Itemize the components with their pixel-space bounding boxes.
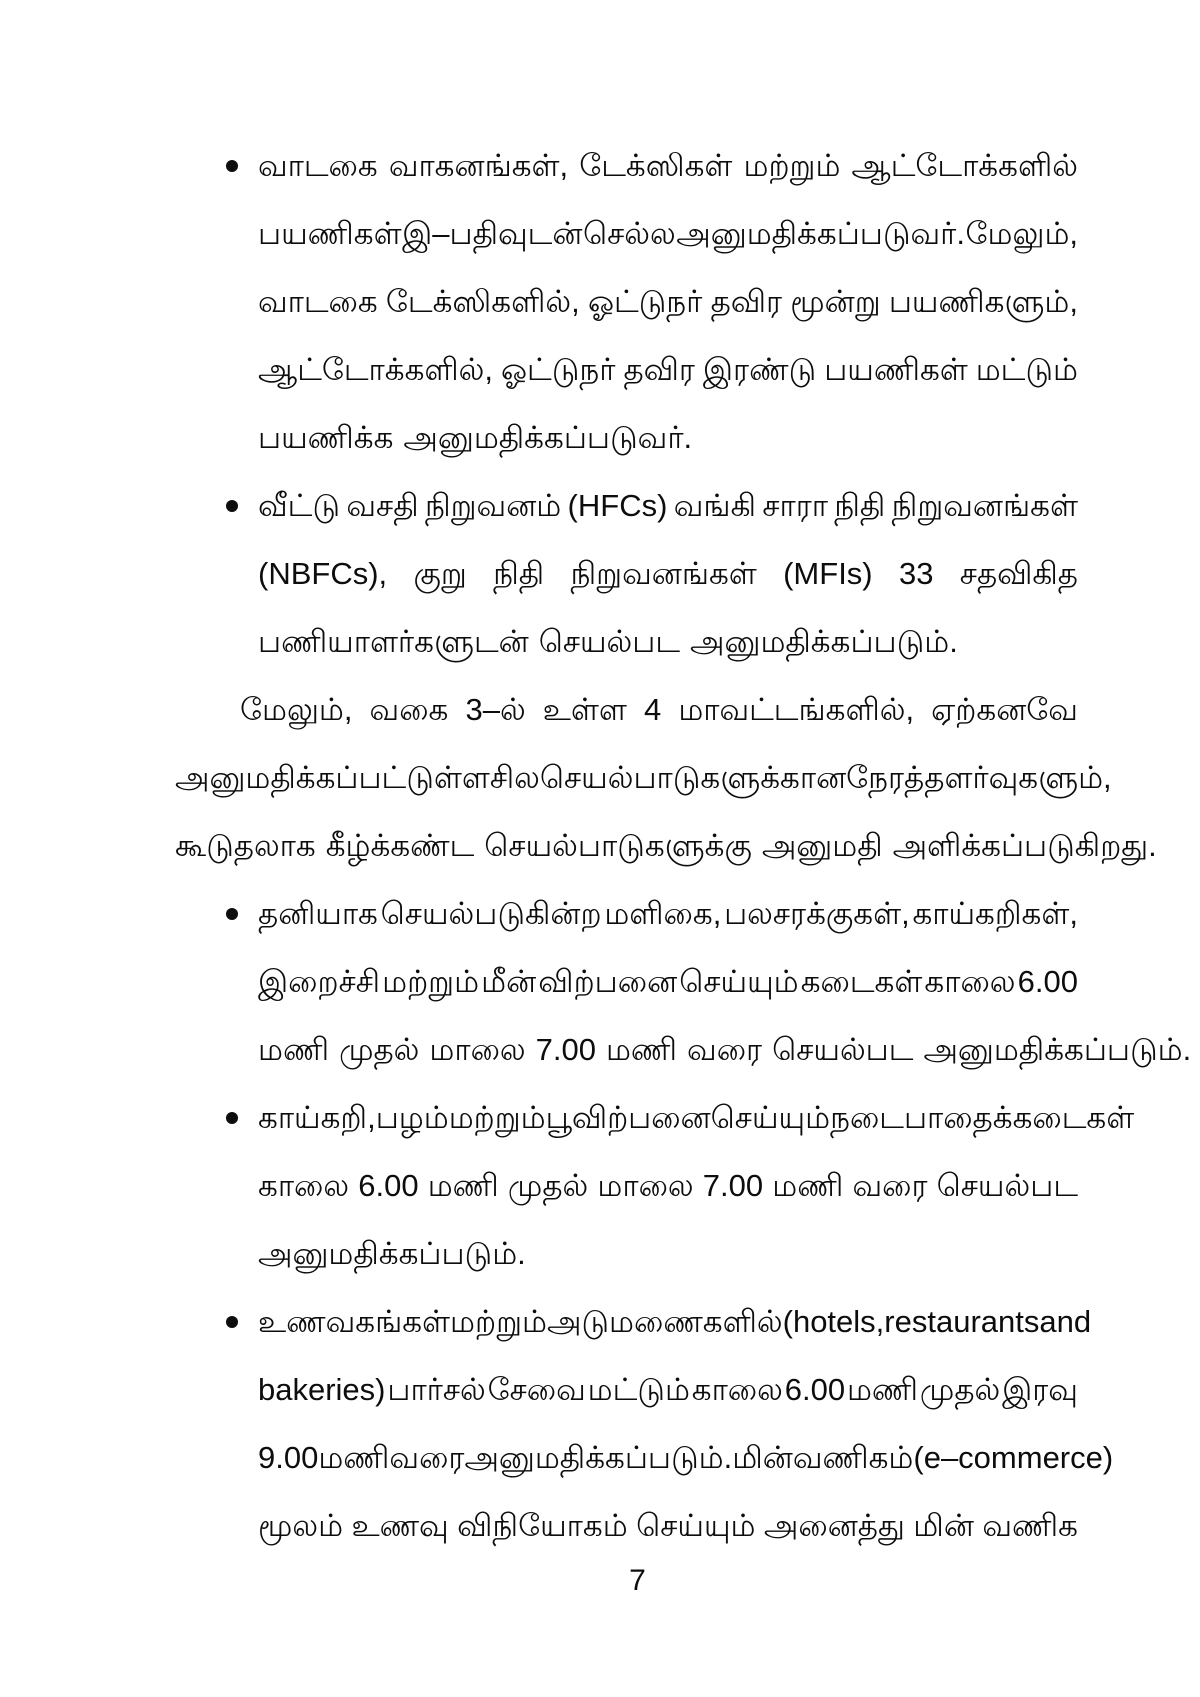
text-line: [175, 145, 1078, 213]
word: விநியோகம்: [457, 1508, 628, 1543]
word: 3–ல்: [465, 692, 526, 727]
word: முதல்: [919, 1372, 1001, 1407]
word: நிறுவனங்கள்: [570, 556, 757, 591]
word: டேக்ஸிகளில்,: [385, 284, 580, 319]
word: காலை: [924, 964, 1016, 999]
text-line: [175, 349, 1078, 417]
text-line: [175, 961, 1078, 1029]
word: மேலும்,: [240, 692, 353, 727]
word: அனுமதிக்கப்படுவர்.: [676, 216, 965, 251]
text-line: [175, 1165, 1078, 1233]
word: restaurants: [884, 1304, 1040, 1339]
word: ஓட்டுநர்: [587, 284, 703, 319]
word: ஏற்கனவே: [931, 692, 1078, 727]
word: வங்கி: [673, 488, 756, 523]
word: விற்பனை: [571, 1100, 711, 1135]
word: இரவு: [1002, 1372, 1078, 1407]
word: பூ: [545, 1100, 572, 1135]
word: அனுமதிக்கப்படும்.: [690, 624, 958, 659]
word: பார்சல்: [387, 1372, 486, 1407]
word: கடைகள்: [1012, 1100, 1135, 1135]
word: இறைச்சி: [258, 964, 381, 999]
bullet-icon: [226, 1112, 238, 1124]
word: ஆட்டோக்களில்: [851, 148, 1078, 183]
bullet-icon: [226, 908, 238, 920]
text-line: [175, 689, 1078, 757]
word: பயணிகள்: [824, 352, 968, 387]
word: குறு: [413, 556, 467, 591]
word: முதல்: [339, 1032, 420, 1067]
word: அனைத்து: [763, 1508, 905, 1543]
word: செயல்பாடுகளுக்கான: [539, 760, 847, 795]
word: பயணிகள்: [258, 216, 402, 251]
word: (NBFCs),: [258, 556, 388, 591]
word: மற்றும்: [450, 1304, 547, 1339]
text-line: [175, 213, 1078, 281]
word: (MFIs): [783, 556, 873, 591]
word: தனியாக: [258, 896, 378, 931]
word: 6.00: [358, 1168, 419, 1203]
word: வரை: [687, 1032, 763, 1067]
word: மட்டும்: [587, 1372, 690, 1407]
word: bakeries): [258, 1372, 386, 1407]
word: பணியாளர்களுடன்: [258, 624, 529, 659]
word: செய்யும்: [679, 964, 799, 999]
bullet-icon: [226, 1316, 238, 1328]
word: உணவகங்கள்: [258, 1304, 451, 1339]
word: 7.00: [535, 1032, 596, 1067]
word: டேக்ஸிகள்: [579, 148, 733, 183]
word: விற்பனை: [538, 964, 678, 999]
word: அனுமதிக்கப்படும்.: [258, 1236, 526, 1271]
word: வணிக: [982, 1508, 1078, 1543]
text-line: [175, 281, 1078, 349]
word: வீட்டு: [258, 488, 341, 523]
word: கீழ்க்கண்ட: [325, 828, 475, 863]
text-line: [175, 1029, 1192, 1097]
word: மின்: [913, 1508, 974, 1543]
word: மணி: [772, 1168, 844, 1203]
word: முதல்: [507, 1168, 589, 1203]
text-line: [175, 1369, 1078, 1437]
word: அடுமணைகளில்: [546, 1304, 783, 1339]
word: செல்ல: [582, 216, 676, 251]
word: நிறுவனம்: [424, 488, 562, 523]
word: ஆட்டோக்களில்,: [258, 352, 494, 387]
word: மணி: [427, 1168, 499, 1203]
word: வரை: [852, 1168, 928, 1203]
word: தவிர: [710, 284, 783, 319]
word: நிதி: [834, 488, 886, 523]
word: மேலும்,: [965, 216, 1078, 251]
word: மற்றும்: [382, 964, 480, 999]
word: காய்கறி,: [258, 1100, 376, 1135]
word: ஓட்டுநர்: [501, 352, 616, 387]
word: மற்றும்: [448, 1100, 546, 1135]
text-line: [175, 825, 1157, 893]
word: சாரா: [762, 488, 828, 523]
word: அளிக்கப்படுகிறது.: [892, 828, 1157, 863]
word: காலை: [691, 1372, 783, 1407]
word: கூடுதலாக: [175, 828, 316, 863]
word: (HFCs): [567, 488, 668, 523]
word: அனுமதிக்கப்படும்.: [464, 1440, 733, 1475]
word: நடைபாதைக்: [830, 1100, 1013, 1135]
text-line: [175, 1097, 1135, 1165]
text-line: [175, 1437, 1114, 1505]
word: மின்: [732, 1440, 793, 1475]
word: காய்கறிகள்,: [912, 896, 1078, 931]
word: செயல்பட: [772, 1032, 914, 1067]
text-line: [175, 621, 1078, 689]
word: அனுமதிக்கப்பட்டுள்ள: [175, 760, 490, 795]
word: உள்ள: [542, 692, 627, 727]
word: நேரத்: [846, 760, 925, 795]
text-line: [175, 893, 1078, 961]
word: 4: [643, 692, 662, 727]
word: மாவட்டங்களில்,: [678, 692, 915, 727]
bullet-icon: [226, 160, 238, 172]
word: (e–commerce): [913, 1440, 1114, 1475]
word: வரை: [389, 1440, 465, 1475]
word: அனுமதி: [761, 828, 883, 863]
word: சில: [489, 760, 540, 795]
word: மற்றும்: [743, 148, 841, 183]
word: and: [1039, 1304, 1092, 1339]
word: செயல்பாடுகளுக்கு: [484, 828, 752, 863]
word: பயணிகளும்,: [888, 284, 1078, 319]
page-number: 7: [629, 1564, 646, 1597]
word: தவிர: [623, 352, 695, 387]
word: மட்டும்: [975, 352, 1078, 387]
word: நிறுவனங்கள்: [891, 488, 1078, 523]
word: இ–பதிவுடன்: [402, 216, 583, 251]
word: மாலை: [429, 1032, 526, 1067]
text-line: [175, 417, 1078, 485]
word: கடைகள்: [800, 964, 923, 999]
word: 6.00: [1017, 964, 1078, 999]
word: தளர்வுகளும்,: [924, 760, 1112, 795]
word: (hotels,: [782, 1304, 885, 1339]
text-line: [175, 1233, 1078, 1301]
word: பயணிக்க: [258, 420, 394, 455]
text-line: [175, 485, 1078, 553]
word: நிதி: [493, 556, 545, 591]
bullet-item: [175, 1301, 1114, 1573]
word: காலை: [258, 1168, 350, 1203]
word: மணி: [605, 1032, 678, 1067]
bullet-icon: [226, 500, 238, 512]
bullet-item: [175, 893, 1192, 1097]
word: 7.00: [702, 1168, 764, 1203]
bullet-item: [175, 145, 1078, 485]
bullet-item: [175, 485, 1078, 689]
word: மளிகை,: [604, 896, 722, 931]
word: வணிகம்: [792, 1440, 914, 1475]
word: மணி: [846, 1372, 919, 1407]
bullet-item: [175, 1097, 1135, 1301]
word: வாகனங்கள்,: [388, 148, 569, 183]
word: செயல்படுகின்ற: [380, 896, 602, 931]
word: மீன்: [481, 964, 537, 999]
word: உணவு: [351, 1508, 449, 1543]
word: இரண்டு: [702, 352, 817, 387]
word: அனுமதிக்கப்படும்.: [923, 1032, 1192, 1067]
text-line: [175, 757, 1112, 825]
word: பழம்: [375, 1100, 449, 1135]
word: பலசரக்குகள்,: [724, 896, 910, 931]
word: 6.00: [784, 1372, 846, 1407]
word: செயல்பட: [936, 1168, 1078, 1203]
word: வாடகை: [258, 148, 378, 183]
paragraph: [175, 689, 1157, 893]
word: செயல்பட: [538, 624, 681, 659]
word: சேவை: [487, 1372, 586, 1407]
word: வாடகை: [258, 284, 378, 319]
word: மூலம்: [258, 1508, 344, 1543]
word: 33: [898, 556, 934, 591]
text-line: [175, 1301, 1092, 1369]
word: மூன்று: [790, 284, 881, 319]
word: வகை: [369, 692, 449, 727]
word: மணி: [258, 1032, 330, 1067]
word: செய்யும்: [710, 1100, 831, 1135]
word: மாலை: [597, 1168, 694, 1203]
word: 9.00: [258, 1440, 319, 1475]
word: செய்யும்: [636, 1508, 756, 1543]
word: மணி: [318, 1440, 390, 1475]
word: வசதி: [346, 488, 419, 523]
word: சதவிகித: [959, 556, 1078, 591]
text-line: [175, 553, 1078, 621]
document-body: [175, 145, 1192, 1573]
word: அனுமதிக்கப்படுவர்.: [403, 420, 693, 455]
